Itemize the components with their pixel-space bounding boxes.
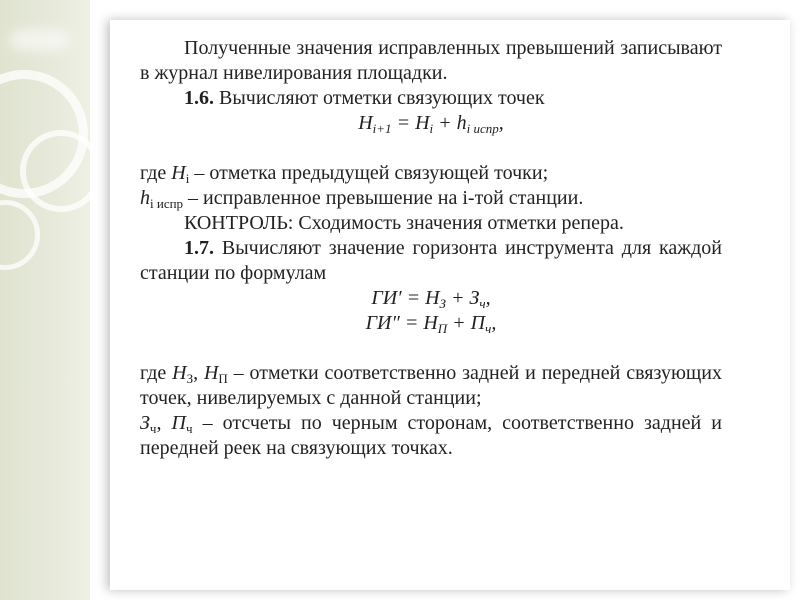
section-number: 1.7. xyxy=(184,237,214,259)
section-1-6 xyxy=(140,86,722,111)
decorative-ring xyxy=(0,200,40,270)
section-number: 1.6. xyxy=(184,87,214,109)
formula-punct: , xyxy=(491,312,497,334)
section-text: Вычисляют значение горизонта инструмента для каждой станции по формулам xyxy=(140,237,722,284)
where-text: – отсчеты по черным сторонам, соответственно задней и передней реек на связующих точках. xyxy=(140,412,723,459)
where-lead: где xyxy=(140,162,172,184)
section-text: Вычисляют отметки связующих точек xyxy=(214,87,545,109)
formula-subscript: П xyxy=(218,371,228,386)
formula-symbol: З xyxy=(469,287,480,309)
formula-symbol: H xyxy=(171,162,186,184)
where-line-2 xyxy=(140,186,722,211)
formula-operator: + xyxy=(447,312,471,334)
where-line-1 xyxy=(140,161,722,186)
paragraph-intro: Полученные значения исправленных превышений записывают в журнал нивелирования площадки. xyxy=(140,37,722,84)
formula-symbol: h xyxy=(140,187,150,209)
spacer xyxy=(140,136,722,161)
formula-punct: , xyxy=(485,287,491,309)
formula-operator: + xyxy=(433,112,457,134)
where-line-4 xyxy=(140,411,722,461)
formula-subscript: ч xyxy=(479,296,486,311)
formula-symbol: ГИ″ xyxy=(365,312,400,334)
formula-subscript: З xyxy=(186,371,194,386)
where-line-3 xyxy=(140,361,722,411)
formula-punct: , xyxy=(498,112,504,134)
formula-symbol: H xyxy=(203,362,219,384)
where-text: – отметки соответственно задней и передней связующих точек, нивелируемых с данной станции; xyxy=(140,362,723,409)
formula-subscript: ч xyxy=(485,321,492,336)
control-line: КОНТРОЛЬ: Сходимость значения отметки репера. xyxy=(184,212,624,234)
formula-symbol: П xyxy=(171,412,186,434)
formula-subscript: ч xyxy=(149,421,157,436)
where-lead: где xyxy=(140,362,173,384)
where-text: – отметка предыдущей связующей точки; xyxy=(189,162,549,184)
formula-symbol: З xyxy=(140,412,150,434)
where-text: – исправленное превышение на i-той станции. xyxy=(183,187,584,209)
formula-instrument-horizon-front xyxy=(140,311,722,336)
where-separator: , xyxy=(193,362,204,384)
formula-instrument-horizon-rear xyxy=(140,286,722,311)
spacer xyxy=(140,336,722,361)
decorative-side-strip xyxy=(0,0,90,600)
formula-symbol: ГИ′ xyxy=(371,287,402,309)
formula-subscript: i xyxy=(429,121,434,136)
formula-symbol: H xyxy=(358,112,373,134)
formula-operator: = xyxy=(401,287,426,309)
formula-subscript: ч xyxy=(185,421,193,436)
formula-symbol: H xyxy=(425,287,440,309)
formula-symbol: H xyxy=(423,312,438,334)
document-page xyxy=(110,20,790,590)
formula-subscript: П xyxy=(437,321,448,336)
formula-symbol: H xyxy=(172,362,187,384)
formula-symbol: П xyxy=(470,312,486,334)
formula-subscript: З xyxy=(439,296,446,311)
decorative-glow xyxy=(10,30,70,50)
formula-symbol: h xyxy=(456,112,467,134)
formula-elevation xyxy=(140,111,722,136)
where-separator: , xyxy=(156,412,172,434)
formula-subscript: i испр xyxy=(150,196,184,211)
formula-operator: = xyxy=(391,112,416,134)
decorative-ring xyxy=(20,130,102,212)
section-1-7 xyxy=(140,236,722,286)
formula-subscript: i xyxy=(185,171,190,186)
formula-subscript: i+1 xyxy=(372,121,392,136)
formula-operator: = xyxy=(399,312,424,334)
formula-operator: + xyxy=(445,287,470,309)
document-content xyxy=(140,36,722,461)
formula-symbol: H xyxy=(415,112,430,134)
formula-subscript: i испр xyxy=(466,121,499,136)
